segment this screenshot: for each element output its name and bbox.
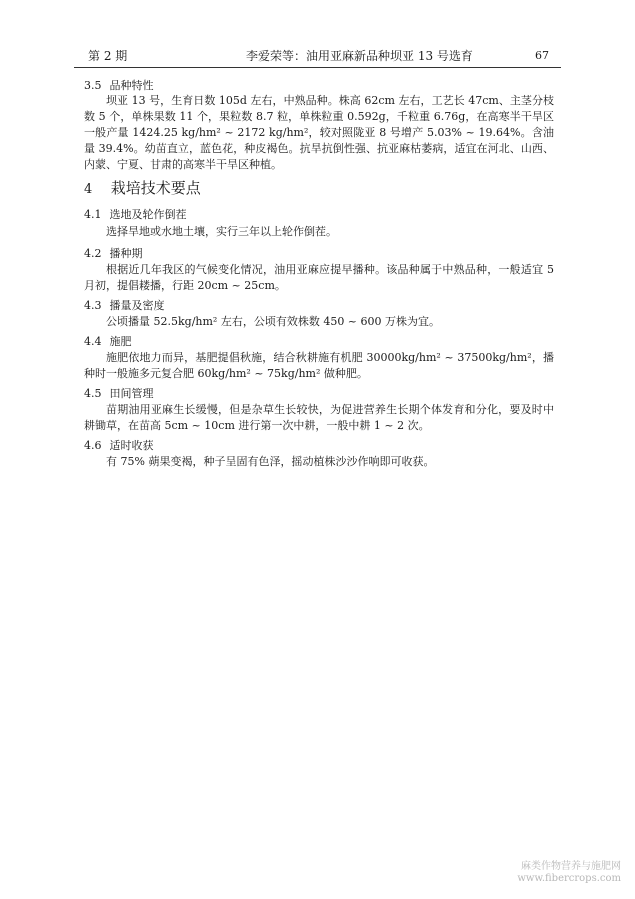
subsection-paragraph: 选择旱地或水地土壤，实行三年以上轮作倒茬。 [106,225,337,238]
site-watermark [517,861,621,885]
page-number: 67 [535,49,549,62]
watermark-url: www.fibercrops.com [517,873,621,884]
subsection-number: 4.5 [84,387,102,400]
running-title: 李爱荣等：油用亚麻新品种坝亚 13 号选育 [246,49,473,63]
issue-number: 第 2 期 [88,49,128,63]
section-number: 3.5 [84,79,102,92]
watermark-name: 麻类作物营养与施肥网 [521,861,621,872]
subsection-heading-4-2 [84,246,554,261]
subsection-title: 田间管理 [109,387,154,400]
subsection-title: 播种期 [109,247,143,260]
subsection-paragraph: 公顷播量 52.5kg/hm² 左右，公顷有效株数 450 ~ 600 万株为宜。 [106,315,441,328]
subsection-paragraph: 施肥依地力而异，基肥提倡秋施，结合秋耕施有机肥 30000kg/hm² ~ 37500kg/hm²，播种时一般施多元复合肥 60kg/hm² ~ 75kg/hm² 做种肥。 [84,351,554,380]
subsection-heading-4-3 [84,298,554,313]
section-title: 品种特性 [109,79,154,92]
subsection-paragraph: 有 75% 蒴果变褐，种子呈固有色泽，摇动植株沙沙作响即可收获。 [106,455,435,468]
subsection-number: 4.4 [84,335,102,348]
subsection-number: 4.6 [84,439,102,452]
subsection-number: 4.1 [84,208,102,221]
variety-characteristics-paragraph: 坝亚 13 号，生育日数 105d 左右，中熟品种。株高 62cm 左右，工艺长 47cm、主茎分枝数 5 个，单株果数 11 个，果粒数 8.7 粒，单株粒重 0.592g，千粒重 6.76g，在高寒半干旱区一般产量 1424.25 kg/hm² ~ 2172 kg/hm²，较对照陇亚 8 号增产 5.03% ~ 19.64%。含油量 39.4%。幼苗直立，蓝色花，种皮褐色。抗旱抗倒性强、抗亚麻枯萎病，适宜在河北、山西、内蒙、宁夏、甘肃的高寒半干旱区种植。 [84,94,554,171]
section-heading-3-5 [84,78,554,93]
section-heading-4 [84,177,554,201]
subsection-heading-4-6 [84,438,554,453]
subsection-number: 4.2 [84,247,102,260]
section-number: 4 [84,182,93,197]
subsection-title: 施肥 [109,335,132,348]
subsection-heading-4-5 [84,386,554,401]
subsection-heading-4-4 [84,334,554,349]
subsection-heading-4-1 [84,207,554,222]
subsection-title: 适时收获 [109,439,154,452]
page-header [74,43,561,65]
header-rule [74,67,561,68]
subsection-paragraph: 苗期油用亚麻生长缓慢，但是杂草生长较快，为促进营养生长期个体发育和分化，要及时中耕锄草，在苗高 5cm ~ 10cm 进行第一次中耕，一般中耕 1 ~ 2 次。 [84,403,554,432]
section-title: 栽培技术要点 [110,179,201,197]
article-body [84,78,554,474]
subsection-number: 4.3 [84,299,102,312]
subsection-title: 播量及密度 [109,299,165,312]
subsection-paragraph: 根据近几年我区的气候变化情况，油用亚麻应提早播种。该品种属于中熟品种，一般适宜 5 月初，提倡耧播，行距 20cm ~ 25cm。 [84,263,554,292]
subsection-title: 选地及轮作倒茬 [109,208,187,221]
